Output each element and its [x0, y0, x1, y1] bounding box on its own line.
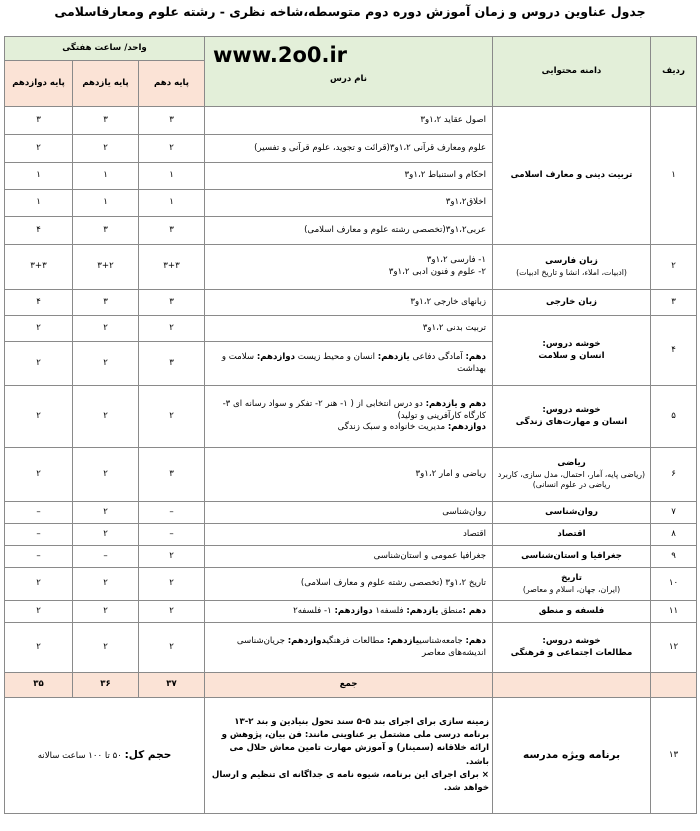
sum-spacer — [493, 673, 651, 698]
row-number: ۷ — [651, 502, 697, 524]
sum-grade-10: ۳۷ — [139, 673, 205, 698]
grade-12-cell: ۲ — [5, 135, 73, 163]
grade-11-cell: ۱ — [73, 163, 139, 190]
course-cell: اخلاق۱،۲و۳ — [205, 190, 493, 217]
header-grade-10: پایه دهم — [139, 61, 205, 107]
grade-11-cell: ۲ — [73, 502, 139, 524]
grade-11-cell: ۲ — [73, 448, 139, 502]
course-cell — [205, 601, 493, 623]
grade-11-cell: ۳ — [73, 217, 139, 245]
grade-12-cell: ۲ — [5, 448, 73, 502]
course-text: منطق — [438, 605, 463, 616]
grade-12-cell: ۱ — [5, 190, 73, 217]
course-cell — [205, 245, 493, 290]
grade-label: دوازدهم: — [287, 635, 327, 646]
course-text: سلامت و بهداشت — [221, 351, 487, 374]
grade-10-cell: ۳ — [139, 217, 205, 245]
course-text: مطالعات فرهنگی — [326, 635, 387, 646]
course-cell: تاریخ ۱،۲و۳ (تخصصی رشته علوم و معارف اسلامی) — [205, 568, 493, 601]
domain-title-line2: مطالعات اجتماعی و فرهنگی — [510, 647, 633, 658]
row-number: ۵ — [651, 386, 697, 448]
grade-12-cell: ۲ — [5, 386, 73, 448]
course-cell: علوم ومعارف قرآنی ۱،۲و۳(قرائت و تجوید، علوم قرآنی و تفسیر) — [205, 135, 493, 163]
domain-cell: تربیت دینی و معارف اسلامی — [493, 107, 651, 245]
special-program-text: زمینه سازی برای اجرای بند ۵-۵ سند تحول بنیادین و بند ۲-۱۳ برنامه درسی ملی مشتمل بر عناوینی مانند: فن بیان، پژوهش و ارائه خلاقانه (سمینار) و آموزش مهارت تامین معاش حلال می باشد. — [221, 716, 490, 767]
course-cell: عربی۱،۲و۳(تخصصی رشته علوم و معارف اسلامی) — [205, 217, 493, 245]
sum-spacer — [651, 673, 697, 698]
grade-10-cell: ۳ — [139, 448, 205, 502]
grade-12-cell: ۲ — [5, 342, 73, 386]
grade-11-cell: ۲ — [73, 601, 139, 623]
grade-11-cell: ۲ — [73, 524, 139, 546]
course-cell — [205, 623, 493, 673]
domain-title: زبان فارسی — [545, 255, 598, 266]
grade-label: یازدهم: — [406, 605, 439, 616]
domain-cell: روان‌شناسی — [493, 502, 651, 524]
course-cell — [205, 342, 493, 386]
grade-10-cell: ۲ — [139, 386, 205, 448]
grade-12-cell: ۳+۳ — [5, 245, 73, 290]
grade-11-cell: ۲ — [73, 342, 139, 386]
course-cell: ریاضی و امار ۱،۲و۳ — [205, 448, 493, 502]
grade-12-cell: – — [5, 546, 73, 568]
grade-10-cell: ۲ — [139, 601, 205, 623]
grade-11-cell: ۲ — [73, 386, 139, 448]
grade-11-cell: ۳ — [73, 290, 139, 316]
domain-subtitle: (ریاضی پایه، آمار، احتمال، مدل سازی، کاربرد ریاضی در علوم انسانی) — [497, 469, 646, 490]
grade-10-cell: ۱ — [139, 163, 205, 190]
grade-12-cell: – — [5, 502, 73, 524]
header-grade-12: پایه دوازدهم — [5, 61, 73, 107]
grade-label: دهم و یازدهم: — [425, 399, 487, 410]
grade-10-cell: ۳ — [139, 342, 205, 386]
grade-11-cell: ۳+۲ — [73, 245, 139, 290]
domain-cell: برنامه ویژه مدرسه — [493, 698, 651, 814]
grade-12-cell: ۳ — [5, 107, 73, 135]
grade-12-cell: ۲ — [5, 623, 73, 673]
grade-10-cell: ۲ — [139, 316, 205, 342]
grade-10-cell: – — [139, 502, 205, 524]
course-cell: روان‌شناسی — [205, 502, 493, 524]
grade-11-cell: ۲ — [73, 568, 139, 601]
row-number: ۱ — [651, 107, 697, 245]
grade-label: دهم: — [465, 351, 487, 362]
grade-12-cell: ۲ — [5, 316, 73, 342]
course-text: جریان‌شناسی اندیشه‌های معاصر — [236, 635, 487, 658]
grade-11-cell: – — [73, 546, 139, 568]
curriculum-table — [4, 36, 697, 814]
grade-10-cell: ۳ — [139, 107, 205, 135]
course-text: انسان و محیط زیست — [295, 351, 378, 362]
domain-title: خوشه دروس: — [542, 338, 601, 349]
sum-grade-11: ۳۶ — [73, 673, 139, 698]
domain-title: تاریخ — [561, 572, 582, 583]
total-hours-label: حجم کل: — [124, 749, 172, 762]
grade-12-cell: ۲ — [5, 601, 73, 623]
grade-12-cell: ۴ — [5, 290, 73, 316]
header-lesson — [205, 37, 493, 107]
header-weekly: واحد/ ساعت هفتگی — [5, 37, 205, 61]
grade-10-cell: ۲ — [139, 135, 205, 163]
domain-cell — [493, 386, 651, 448]
grade-12-cell: ۲ — [5, 568, 73, 601]
domain-cell — [493, 568, 651, 601]
course-cell — [205, 386, 493, 448]
grade-10-cell: ۲ — [139, 568, 205, 601]
domain-cell — [493, 448, 651, 502]
row-number: ۳ — [651, 290, 697, 316]
course-cell: تربیت بدنی ۱،۲و۳ — [205, 316, 493, 342]
grade-12-cell: – — [5, 524, 73, 546]
row-number: ۴ — [651, 316, 697, 386]
header-grade-11: پایه یازدهم — [73, 61, 139, 107]
grade-label: یازدهم: — [377, 351, 410, 362]
course-text: دو درس انتخابی از ( ۱- هنر ۲- تفکر و سواد رسانه ای ۳- کارگاه کارآفرینی و تولید) — [222, 399, 487, 421]
grade-10-cell: ۳+۳ — [139, 245, 205, 290]
grade-label: یازدهم: — [387, 635, 420, 646]
grade-11-cell: ۱ — [73, 190, 139, 217]
grade-label: دوازدهم: — [334, 605, 373, 616]
course-line: ۱- فارسی ۱،۲و۳ — [426, 255, 487, 266]
domain-cell: جغرافیا و استان‌شناسی — [493, 546, 651, 568]
domain-cell: فلسفه و منطق — [493, 601, 651, 623]
grade-11-cell: ۲ — [73, 623, 139, 673]
grade-12-cell: ۱ — [5, 163, 73, 190]
course-text: مدیریت خانواده و سبک زندگی — [337, 422, 448, 433]
grade-10-cell: ۱ — [139, 190, 205, 217]
grade-label: دهم: — [465, 635, 487, 646]
grade-label: دوازدهم: — [447, 422, 487, 433]
course-cell: اصول عقاید ۱،۲و۳ — [205, 107, 493, 135]
special-program-note: × برای اجرای این برنامه، شیوه نامه ی جداگانه ای تنظیم و ارسال خواهد شد. — [211, 769, 490, 794]
domain-cell: زبان خارجی — [493, 290, 651, 316]
grade-label: دوازدهم: — [256, 351, 296, 362]
domain-title-line2: انسان و مهارت‌های زندگی — [515, 416, 628, 427]
domain-title: خوشه دروس: — [542, 635, 601, 646]
course-text: جامعه‌شناسی — [419, 635, 466, 646]
sum-label: جمع — [205, 673, 493, 698]
special-program-cell — [205, 698, 493, 814]
total-hours-value: ۵۰ تا ۱۰۰ ساعت سالانه — [37, 751, 125, 762]
domain-title: خوشه دروس: — [542, 404, 601, 415]
domain-cell — [493, 316, 651, 386]
row-number: ۲ — [651, 245, 697, 290]
row-number: ۶ — [651, 448, 697, 502]
course-cell: احکام و استنباط ۱،۲و۳ — [205, 163, 493, 190]
grade-11-cell: ۲ — [73, 135, 139, 163]
grade-11-cell: ۲ — [73, 316, 139, 342]
course-cell: اقتصاد — [205, 524, 493, 546]
row-number: ۱۱ — [651, 601, 697, 623]
row-number: ۱۳ — [651, 698, 697, 814]
domain-title: ریاضی — [557, 458, 586, 469]
grade-10-cell: ۲ — [139, 546, 205, 568]
grade-12-cell: ۴ — [5, 217, 73, 245]
sum-grade-12: ۳۵ — [5, 673, 73, 698]
header-domain: دامنه محتوایی — [493, 37, 651, 107]
domain-subtitle: (ایران، جهان، اسلام و معاصر) — [522, 584, 621, 594]
header-row-number: ردیف — [651, 37, 697, 107]
domain-cell: اقتصاد — [493, 524, 651, 546]
grade-11-cell: ۳ — [73, 107, 139, 135]
course-line: ۲- علوم و فنون ادبی ۱،۲و۳ — [388, 267, 487, 277]
course-cell: جغرافیا عمومی و استان‌شناسی — [205, 546, 493, 568]
row-number: ۱۰ — [651, 568, 697, 601]
row-number: ۸ — [651, 524, 697, 546]
domain-cell — [493, 623, 651, 673]
course-cell: زبانهای خارجی ۱،۲و۳ — [205, 290, 493, 316]
header-lesson-label: نام درس — [330, 73, 367, 84]
total-hours-cell — [5, 698, 205, 814]
grade-10-cell: – — [139, 524, 205, 546]
course-text: ۱- فلسفه۲ — [293, 605, 335, 616]
watermark: www.2o0.ir — [213, 43, 348, 67]
grade-10-cell: ۲ — [139, 623, 205, 673]
grade-10-cell: ۳ — [139, 290, 205, 316]
grade-label: دهم : — [462, 605, 487, 616]
course-text: فلسفه۱ — [372, 605, 407, 616]
page-title: جدول عناوین دروس و زمان آموزش دوره دوم متوسطه،شاخه نظری - رشته علوم ومعارفاسلامی — [54, 4, 646, 19]
domain-subtitle: (ادبیات، املاء، انشا و تاریخ ادبیات) — [516, 267, 627, 277]
row-number: ۹ — [651, 546, 697, 568]
course-text: آمادگی دفاعی — [409, 351, 466, 362]
domain-title-line2: انسان و سلامت — [538, 350, 605, 361]
row-number: ۱۲ — [651, 623, 697, 673]
domain-cell — [493, 245, 651, 290]
